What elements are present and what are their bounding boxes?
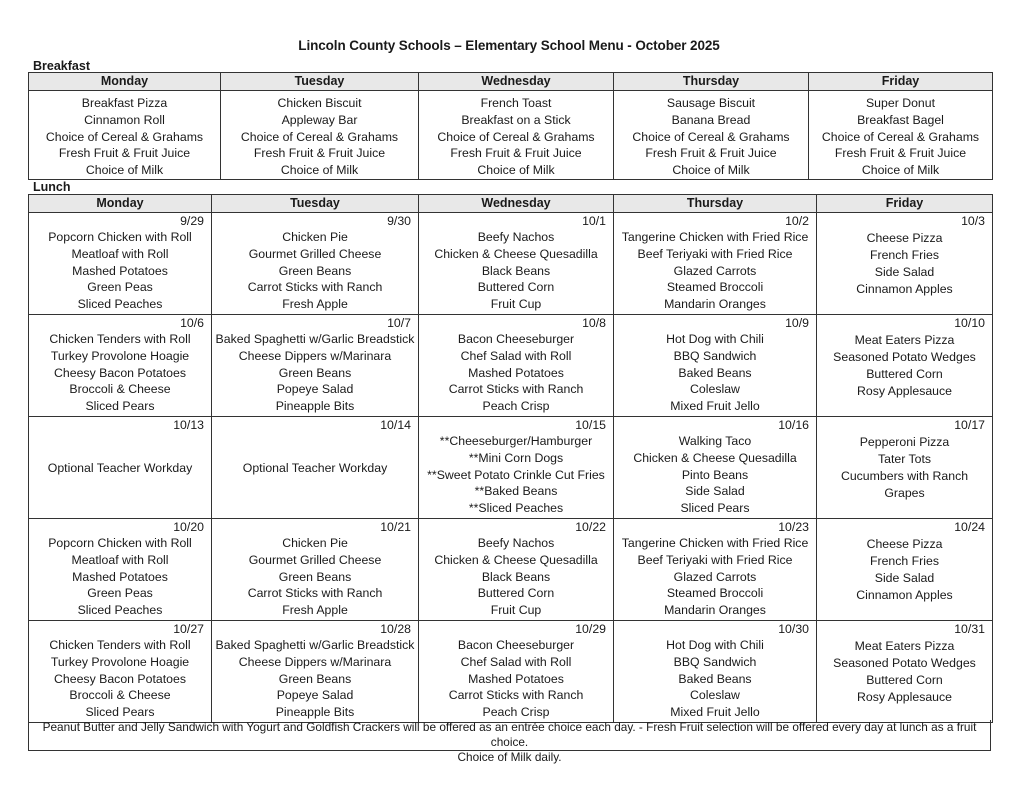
lunch-items [817,637,992,707]
lunch-week-row [29,213,993,315]
lunch-date: 10/28 [380,622,411,636]
lunch-item: Steamed Broccoli [666,586,764,601]
lunch-date: 10/21 [380,520,411,534]
lunch-date: 10/20 [173,520,204,534]
breakfast-day-cell [221,91,419,180]
lunch-day-cell [817,519,993,621]
lunch-item: Cheese Dippers w/Marinara [238,654,392,669]
breakfast-item: Fresh Fruit & Fruit Juice [834,146,967,161]
breakfast-day-cell [809,91,993,180]
lunch-day-cell [212,213,419,315]
lunch-item: Sliced Pears [680,501,750,516]
lunch-item: Buttered Corn [477,586,555,601]
lunch-items [817,535,992,605]
lunch-date: 10/24 [954,520,985,534]
breakfast-item: Breakfast Bagel [857,112,944,127]
breakfast-item: Choice of Milk [672,163,750,178]
lunch-item: Chef Salad with Roll [460,348,572,363]
breakfast-item: Fresh Fruit & Fruit Juice [58,146,191,161]
lunch-date: 10/15 [575,418,606,432]
lunch-item: Peach Crisp [482,399,550,414]
lunch-item: Meat Eaters Pizza [854,639,955,654]
lunch-item: French Fries [869,554,939,569]
footer-line-1: Peanut Butter and Jelly Sandwich with Yogurt and Goldfish Crackers will be offered as an entrée choice each day. - Fresh Fruit selection will be offered every day at lunch as a fruit choice. [42,720,977,749]
lunch-item: Chicken & Cheese Quesadilla [434,246,598,261]
lunch-item: Green Peas [87,586,153,601]
lunch-item: Mixed Fruit Jello [670,705,760,720]
lunch-items [419,637,613,721]
lunch-items [614,637,816,721]
lunch-date: 10/6 [180,316,204,330]
lunch-item: Buttered Corn [866,673,943,687]
lunch-item: Green Beans [278,671,352,686]
lunch-date: 10/2 [785,214,809,228]
lunch-day-cell [29,519,212,621]
lunch-item: **Mini Corn Dogs [468,450,564,465]
lunch-item: Pepperoni Pizza [859,435,950,450]
breakfast-item: Fresh Fruit & Fruit Juice [645,146,777,161]
lunch-item: Tangerine Chicken with Fried Rice [621,536,809,550]
lunch-items [29,433,211,503]
lunch-day-cell [614,621,817,723]
lunch-item: Cheesy Bacon Potatoes [54,671,186,686]
lunch-items-centered [817,535,992,605]
lunch-item: **Cheeseburger/Hamburger [439,434,593,448]
lunch-item: Popcorn Chicken with Roll [48,536,192,550]
lunch-item: Mashed Potatoes [468,365,564,380]
lunch-item: Fresh Apple [282,297,348,312]
lunch-item: Side Salad [874,265,935,279]
lunch-item: Steamed Broccoli [666,280,764,295]
lunch-day-cell [817,315,993,417]
lunch-item: Carrot Sticks with Ranch [448,382,584,397]
lunch-day-cell [212,315,419,417]
lunch-item: Chicken Tenders with Roll [49,332,191,346]
lunch-date: 10/8 [582,316,606,330]
lunch-item: Popcorn Chicken with Roll [48,230,192,244]
lunch-item: Beef Teriyaki with Fried Rice [637,552,793,567]
lunch-date: 9/29 [180,214,204,228]
lunch-date: 9/30 [387,214,411,228]
breakfast-item: Cinnamon Roll [84,112,165,127]
lunch-item: Sliced Peaches [77,297,163,312]
lunch-item: Green Beans [278,569,352,584]
breakfast-item: Super Donut [865,96,936,110]
lunch-item: **Sliced Peaches [468,501,564,516]
lunch-item: Chicken & Cheese Quesadilla [434,552,598,567]
lunch-day-cell [29,213,212,315]
lunch-item: Gourmet Grilled Cheese [248,552,382,567]
lunch-items [212,229,418,313]
lunch-day-cell [614,519,817,621]
breakfast-item: Chicken Biscuit [277,96,362,110]
breakfast-item: French Toast [480,96,552,110]
lunch-day-header: Thursday [614,195,817,213]
lunch-item: Side Salad [874,571,935,585]
lunch-items [29,229,211,313]
lunch-day-cell [29,621,212,723]
lunch-items [614,229,816,313]
footer-note [28,720,991,764]
lunch-item: Meat Eaters Pizza [854,333,955,348]
lunch-items [614,433,816,517]
breakfast-item: Choice of Milk [861,163,940,178]
lunch-items [212,433,418,503]
breakfast-day-header: Monday [29,73,221,91]
lunch-item: Black Beans [481,263,551,278]
lunch-day-cell [419,315,614,417]
lunch-items-centered [817,229,992,299]
lunch-week-row [29,315,993,417]
lunch-item: Chef Salad with Roll [460,654,572,669]
breakfast-label: Breakfast [33,59,90,73]
lunch-items [419,535,613,619]
lunch-item: Optional Teacher Workday [47,460,193,475]
breakfast-table [28,72,993,180]
breakfast-item: Choice of Milk [280,163,359,178]
lunch-item: Mashed Potatoes [72,263,168,278]
lunch-day-cell [419,621,614,723]
lunch-item: Sliced Peaches [77,603,163,618]
breakfast-item: Choice of Cereal & Grahams [240,129,399,144]
breakfast-item: Sausage Biscuit [666,96,756,110]
lunch-item: French Fries [869,248,939,263]
breakfast-item: Breakfast Pizza [81,96,168,110]
lunch-label: Lunch [33,180,71,194]
lunch-item: Popeye Salad [276,382,354,397]
lunch-date: 10/9 [785,316,809,330]
lunch-item: Green Beans [278,263,352,278]
lunch-table [28,194,993,723]
lunch-date: 10/10 [954,316,985,330]
lunch-items [29,331,211,415]
lunch-day-cell [817,417,993,519]
lunch-item: Cheesy Bacon Potatoes [54,365,186,380]
lunch-item: Glazed Carrots [673,263,757,278]
lunch-day-cell [817,621,993,723]
lunch-items-centered [817,433,992,503]
lunch-items [817,331,992,401]
breakfast-item: Fresh Fruit & Fruit Juice [450,146,582,161]
lunch-item: Beefy Nachos [477,536,555,550]
lunch-item: Mandarin Oranges [664,603,766,618]
breakfast-day-header: Friday [809,73,993,91]
lunch-item: Popeye Salad [276,688,354,703]
breakfast-item: Choice of Cereal & Grahams [632,129,790,144]
breakfast-day-cell [419,91,614,180]
breakfast-item: Choice of Cereal & Grahams [437,129,595,144]
lunch-item: Green Peas [87,280,153,295]
lunch-item: Cheese Pizza [866,537,943,552]
lunch-item: Cinnamon Apples [856,281,953,296]
lunch-items [614,331,816,415]
lunch-item: Mashed Potatoes [468,671,564,686]
lunch-day-cell [614,315,817,417]
breakfast-item: Appleway Bar [281,112,358,127]
lunch-item: Buttered Corn [866,367,943,381]
lunch-item: Hot Dog with Chili [666,332,764,346]
lunch-item: Cinnamon Apples [856,587,953,602]
lunch-item: Sliced Pears [85,399,155,414]
lunch-date: 10/30 [778,622,809,636]
lunch-item: Turkey Provolone Hoagie [50,348,190,363]
lunch-item: Tater Tots [877,452,932,467]
lunch-day-cell [419,417,614,519]
page-title: Lincoln County Schools – Elementary School Menu - October 2025 [298,38,720,53]
lunch-item: Chicken Pie [282,536,348,550]
lunch-day-cell [29,315,212,417]
lunch-item: Glazed Carrots [673,569,757,584]
lunch-item: Gourmet Grilled Cheese [248,246,382,261]
lunch-item: Beef Teriyaki with Fried Rice [637,246,793,261]
lunch-item: Cheese Pizza [866,231,943,246]
lunch-day-header: Wednesday [419,195,614,213]
breakfast-item: Choice of Cereal & Grahams [45,129,204,144]
lunch-item: BBQ Sandwich [673,654,757,669]
lunch-date: 10/7 [387,316,411,330]
lunch-item: Pineapple Bits [275,705,355,720]
lunch-item: Bacon Cheeseburger [457,638,575,652]
breakfast-day-header: Tuesday [221,73,419,91]
lunch-item: **Sweet Potato Crinkle Cut Fries [427,467,605,482]
lunch-date: 10/16 [778,418,809,432]
lunch-item: Green Beans [278,365,352,380]
lunch-day-cell [419,213,614,315]
lunch-day-cell [817,213,993,315]
lunch-date: 10/29 [575,622,606,636]
footer-line-2: Choice of Milk daily. [457,750,562,764]
lunch-item: Mixed Fruit Jello [670,399,760,414]
lunch-item: Chicken Pie [282,230,348,244]
lunch-item: Pinto Beans [681,467,749,482]
lunch-date: 10/31 [954,622,985,636]
lunch-item: **Baked Beans [474,484,558,499]
lunch-items [817,229,992,299]
lunch-date: 10/13 [173,418,204,432]
lunch-item: Meatloaf with Roll [71,246,169,261]
lunch-day-header: Monday [29,195,212,213]
lunch-item: Seasoned Potato Wedges [833,656,976,671]
lunch-date: 10/17 [954,418,985,432]
lunch-item: Pineapple Bits [275,399,355,414]
lunch-item: Peach Crisp [482,705,550,720]
lunch-items [212,637,418,721]
lunch-item: Broccoli & Cheese [69,382,171,397]
lunch-item: Black Beans [481,569,551,584]
lunch-item: Meatloaf with Roll [71,552,169,567]
lunch-item: Sliced Pears [85,705,155,720]
breakfast-item: Fresh Fruit & Fruit Juice [253,146,386,161]
lunch-item: Mandarin Oranges [664,297,766,312]
lunch-items-centered [29,433,211,503]
breakfast-item: Choice of Milk [477,163,555,178]
lunch-items [419,331,613,415]
lunch-item: Coleslaw [690,688,740,703]
lunch-day-cell [212,417,419,519]
lunch-day-header: Friday [817,195,993,213]
lunch-date: 10/14 [380,418,411,432]
lunch-items [817,433,992,503]
lunch-item: Carrot Sticks with Ranch [448,688,584,703]
lunch-item: Seasoned Potato Wedges [833,350,976,365]
lunch-item: Beefy Nachos [477,230,555,244]
lunch-items [29,535,211,619]
lunch-item: Baked Spaghetti w/Garlic Breadstick [215,332,415,346]
lunch-item: Carrot Sticks with Ranch [247,280,383,295]
lunch-week-row [29,519,993,621]
lunch-items [212,331,418,415]
lunch-item: Rosy Applesauce [856,383,953,398]
lunch-item: Tangerine Chicken with Fried Rice [621,230,809,244]
lunch-item: Broccoli & Cheese [69,688,171,703]
lunch-date: 10/1 [582,214,606,228]
lunch-item: Hot Dog with Chili [666,638,764,652]
lunch-date: 10/3 [961,214,985,228]
lunch-item: Fruit Cup [490,603,542,618]
breakfast-item: Banana Bread [671,112,751,127]
breakfast-item: Breakfast on a Stick [461,112,571,127]
lunch-item: Buttered Corn [477,280,555,295]
breakfast-day-header: Thursday [614,73,809,91]
lunch-item: Bacon Cheeseburger [457,332,575,346]
lunch-day-cell [29,417,212,519]
lunch-item: Grapes [884,485,925,500]
breakfast-day-cell [614,91,809,180]
lunch-week-row [29,621,993,723]
lunch-item: Carrot Sticks with Ranch [247,586,383,601]
breakfast-day-cell [29,91,221,180]
lunch-day-cell [614,417,817,519]
lunch-item: Side Salad [685,484,745,499]
lunch-item: Cucumbers with Ranch [840,469,969,483]
lunch-day-cell [212,519,419,621]
breakfast-item: Choice of Milk [85,163,164,178]
lunch-items [419,229,613,313]
lunch-item: Fruit Cup [490,297,542,312]
lunch-day-header: Tuesday [212,195,419,213]
lunch-date: 10/23 [778,520,809,534]
lunch-item: Coleslaw [690,382,740,397]
lunch-items [419,433,613,517]
lunch-day-cell [419,519,614,621]
lunch-day-cell [614,213,817,315]
lunch-item: Optional Teacher Workday [242,460,388,475]
lunch-items [212,535,418,619]
lunch-item: Baked Spaghetti w/Garlic Breadstick [215,638,415,652]
lunch-items-centered [817,637,992,707]
lunch-item: Baked Beans [678,671,752,686]
lunch-items [29,637,211,721]
lunch-item: Chicken Tenders with Roll [49,638,191,652]
lunch-item: Chicken & Cheese Quesadilla [633,450,797,465]
lunch-item: Cheese Dippers w/Marinara [238,348,392,363]
lunch-date: 10/27 [173,622,204,636]
lunch-week-row [29,417,993,519]
lunch-item: Walking Taco [678,434,752,448]
lunch-items-centered [212,433,418,503]
lunch-day-cell [212,621,419,723]
breakfast-item: Choice of Cereal & Grahams [821,129,980,144]
lunch-date: 10/22 [575,520,606,534]
lunch-items [614,535,816,619]
lunch-item: Baked Beans [678,365,752,380]
lunch-item: BBQ Sandwich [673,348,757,363]
lunch-item: Fresh Apple [282,603,348,618]
lunch-items-centered [817,331,992,401]
lunch-item: Rosy Applesauce [856,689,953,704]
lunch-item: Turkey Provolone Hoagie [50,654,190,669]
breakfast-day-header: Wednesday [419,73,614,91]
lunch-item: Mashed Potatoes [72,569,168,584]
